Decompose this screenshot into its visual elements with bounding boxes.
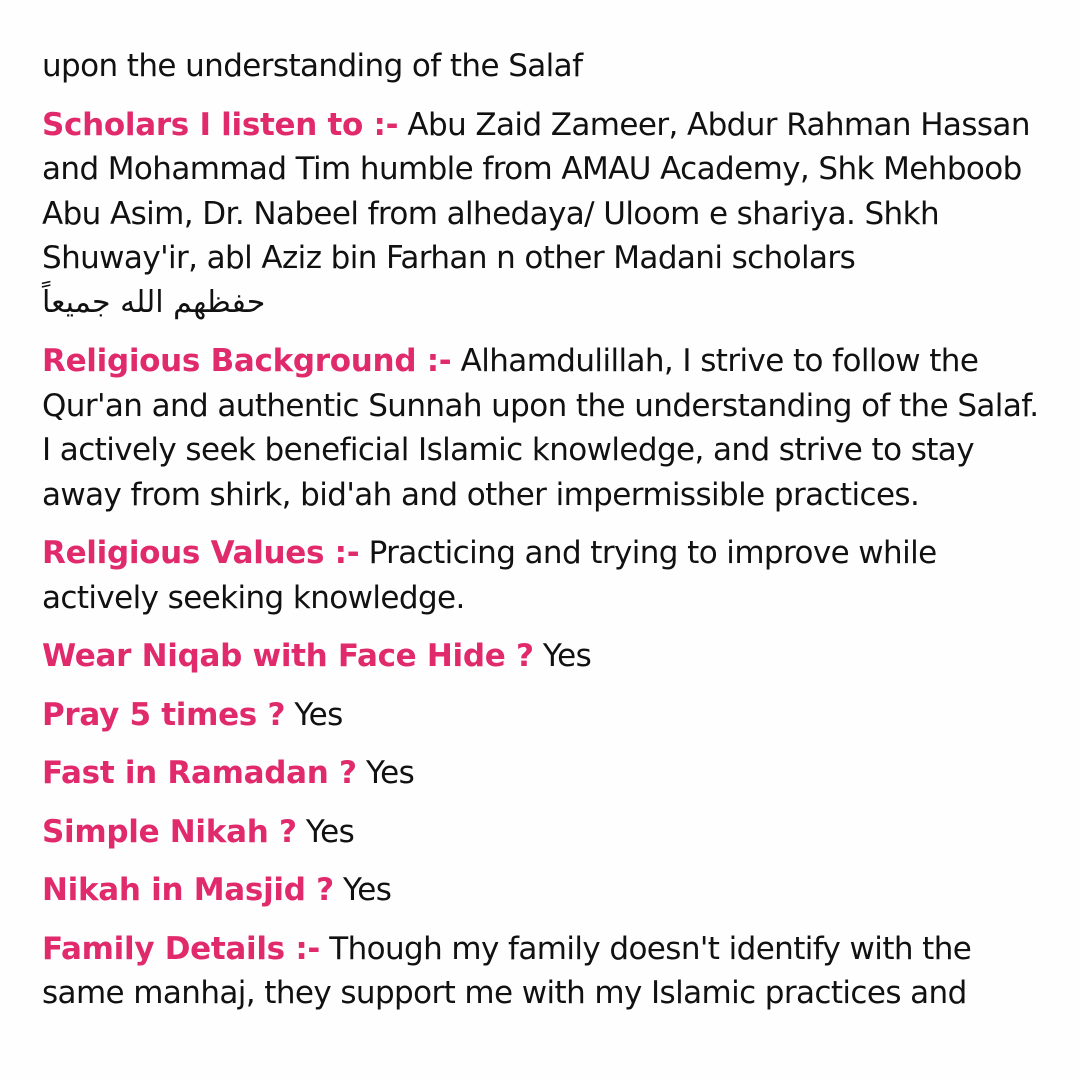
qa-question: Wear Niqab with Face Hide ? [42,638,534,674]
qa-answer: Yes [285,696,343,733]
qa-question: Nikah in Masjid ? [42,872,334,908]
qa-answer: Yes [533,638,592,674]
family-details-entry [42,927,1040,1016]
intro-line [42,44,1040,89]
intro-text: upon the understanding of the Salaf [42,48,583,84]
qa-answer: Yes [333,872,392,908]
religious-background-text: Alhamdulillah, I strive to follow the Qur'an and authentic Sunnah upon the understanding of the Salaf. I actively seek beneficial Islamic knowledge, and strive to stay away from shirk, bid'ah and other impermissible practices. [42,343,1039,513]
scholars-entry [42,103,1040,326]
qa-fast [42,751,1040,796]
qa-simple-nikah [42,810,1040,855]
scholars-arabic-dua: حفظهم الله جميعاً [42,284,266,320]
qa-answer: Yes [356,755,415,791]
religious-values-label: Religious Values :- [42,535,360,571]
scholars-label: Scholars I listen to :- [42,106,399,143]
scholars-text: Abu Zaid Zameer, Abdur Rahman Hassan and Mohammad Tim humble from AMAU Academy, Shk Mehboob Abu Asim, Dr. Nabeel from alhedaya/ Uloom e shariya. Shkh Shuway'ir, abl Aziz bin Farhan n other Madani scholars [42,106,1030,276]
religious-values-entry [42,531,1040,620]
qa-answer: Yes [296,813,355,850]
qa-nikah-masjid [42,868,1040,913]
qa-question: Fast in Ramadan ? [42,755,357,791]
qa-question: Simple Nikah ? [42,813,297,850]
family-details-text: Though my family doesn't identify with the same manhaj, they support me with my Islamic practices and [42,930,972,1011]
family-details-label: Family Details :- [42,930,320,967]
qa-niqab [42,634,1040,679]
qa-question: Pray 5 times ? [42,696,286,733]
religious-background-entry [42,339,1040,517]
religious-background-label: Religious Background :- [42,343,452,379]
religious-values-text: Practicing and trying to improve while actively seeking knowledge. [42,535,937,616]
qa-pray [42,693,1040,738]
